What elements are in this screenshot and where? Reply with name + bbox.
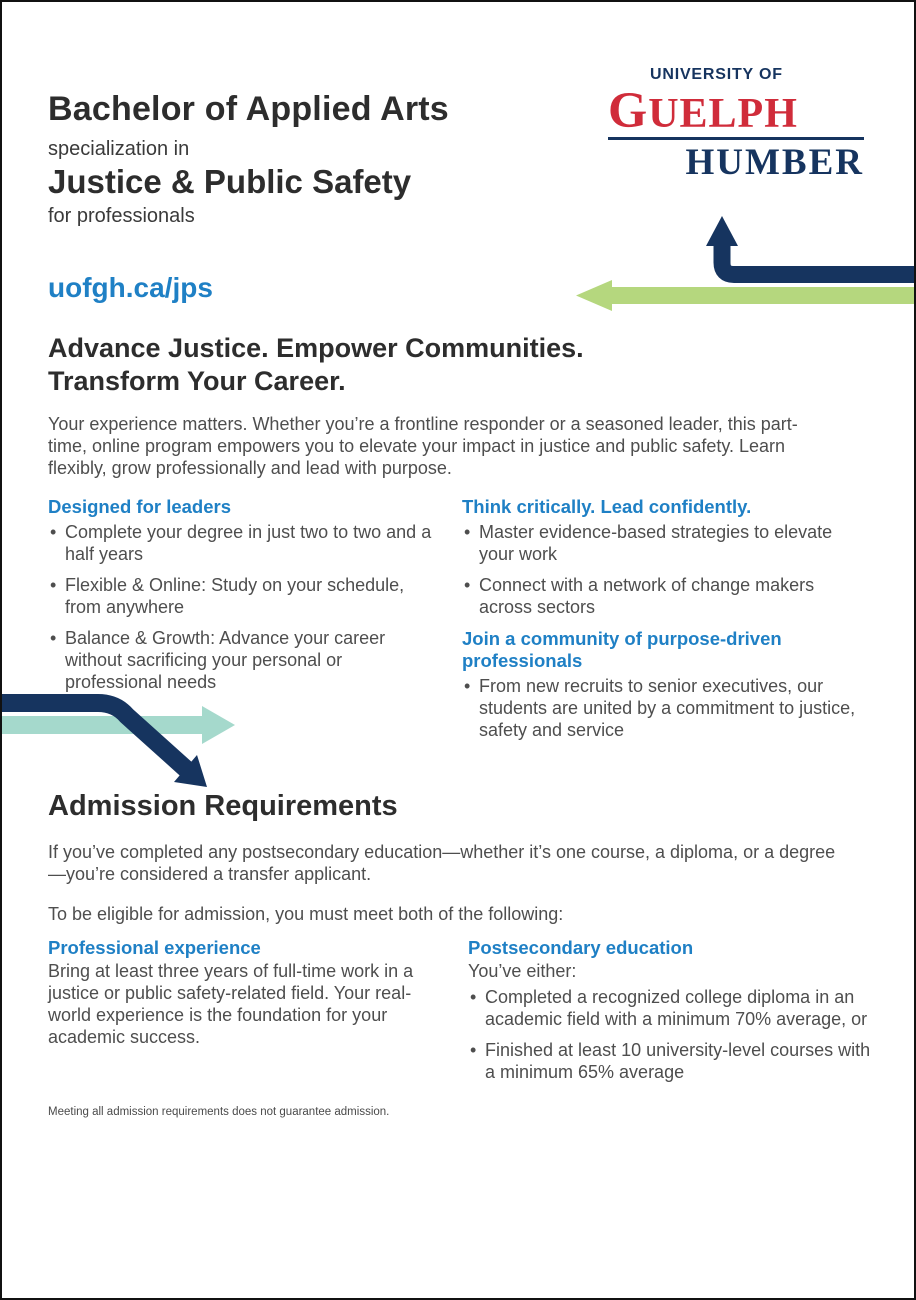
degree-title: Bachelor of Applied Arts (48, 90, 449, 128)
admission-intro-paragraph: If you’ve completed any postsecondary education—whether it’s one course, a diploma, or a degree—you’re considered a transfer applicant. (48, 842, 836, 885)
postsecondary-list (468, 987, 880, 1084)
disclaimer-footnote: Meeting all admission requirements does not guarantee admission. (48, 1106, 390, 1118)
navy-down-arrow-shaft (2, 703, 186, 769)
arrow-graphic-top-right (568, 212, 914, 314)
admission-section (48, 790, 860, 925)
professional-experience-heading: Professional experience (48, 937, 261, 958)
intro-section (48, 332, 860, 480)
teal-right-arrow-shaft (2, 716, 204, 734)
intro-heading (48, 332, 860, 399)
benefits-left-list (48, 522, 440, 694)
benefits-right-heading1: Think critically. Lead confidently. (462, 496, 752, 517)
guelph-humber-logo (608, 66, 864, 184)
postsecondary-lead: You’ve either: (468, 961, 577, 982)
benefits-right-list2 (462, 676, 870, 742)
list-item: • Connect with a network of change makers across sectors (462, 575, 870, 619)
arrow-graphic-mid-left (2, 687, 242, 802)
admission-heading: Admission Requirements (48, 790, 398, 822)
benefits-right-heading2: Join a community of purpose-driven professionals (462, 628, 782, 672)
intro-paragraph: Your experience matters. Whether you’re a frontline responder or a seasoned leader, this part-time, online program empowers you to elevate your impact in justice and public safety. Learn flexibly, grow professionally and lead with purpose. (48, 413, 798, 478)
list-item: • Finished at least 10 university-level courses with a minimum 65% average (468, 1040, 880, 1084)
specialization-name: Justice & Public Safety (48, 163, 412, 200)
list-item: • Balance & Growth: Advance your career without sacrificing your personal or professional needs (48, 628, 440, 694)
green-left-arrow-head (576, 280, 612, 311)
intro-heading-line2: Transform Your Career. (48, 366, 346, 397)
green-left-arrow-shaft (610, 287, 914, 304)
logo-guelph-text: GUELPH (608, 82, 798, 138)
program-url-link[interactable]: uofgh.ca/jps (48, 272, 213, 303)
audience-label: for professionals (48, 205, 195, 227)
logo-humber-text: HUMBER (685, 141, 864, 183)
logo-university-of-text: UNIVERSITY OF (650, 66, 783, 83)
navy-up-arrow-shaft (722, 244, 914, 275)
specialization-label: specialization in (48, 138, 190, 160)
list-item: • Flexible & Online: Study on your schedule, from anywhere (48, 575, 440, 619)
professional-experience-body: Bring at least three years of full-time work in a justice or public safety-related field. Your real-world experience is the foundation for your academic success. (48, 961, 414, 1048)
benefits-left-column (48, 496, 440, 703)
benefits-right-column (462, 496, 870, 751)
list-item: • Completed a recognized college diploma in an academic field with a minimum 70% average, or (468, 987, 880, 1031)
admission-eligibility-line: To be eligible for admission, you must meet both of the following: (48, 903, 564, 924)
teal-right-arrow-head (202, 706, 235, 744)
postsecondary-education-column (468, 937, 880, 1093)
intro-heading-line1: Advance Justice. Empower Communities. (48, 333, 584, 363)
navy-up-arrow-head (706, 216, 738, 246)
list-item: • Master evidence-based strategies to elevate your work (462, 522, 870, 566)
professional-experience-column (48, 937, 450, 1049)
postsecondary-education-heading: Postsecondary education (468, 937, 694, 958)
benefits-right-list1 (462, 522, 870, 619)
benefits-left-heading: Designed for leaders (48, 496, 232, 517)
list-item: • From new recruits to senior executives, our students are united by a commitment to justice, safety and service (462, 676, 870, 742)
list-item: • Complete your degree in just two to two and a half years (48, 522, 440, 566)
title-block (48, 90, 449, 228)
